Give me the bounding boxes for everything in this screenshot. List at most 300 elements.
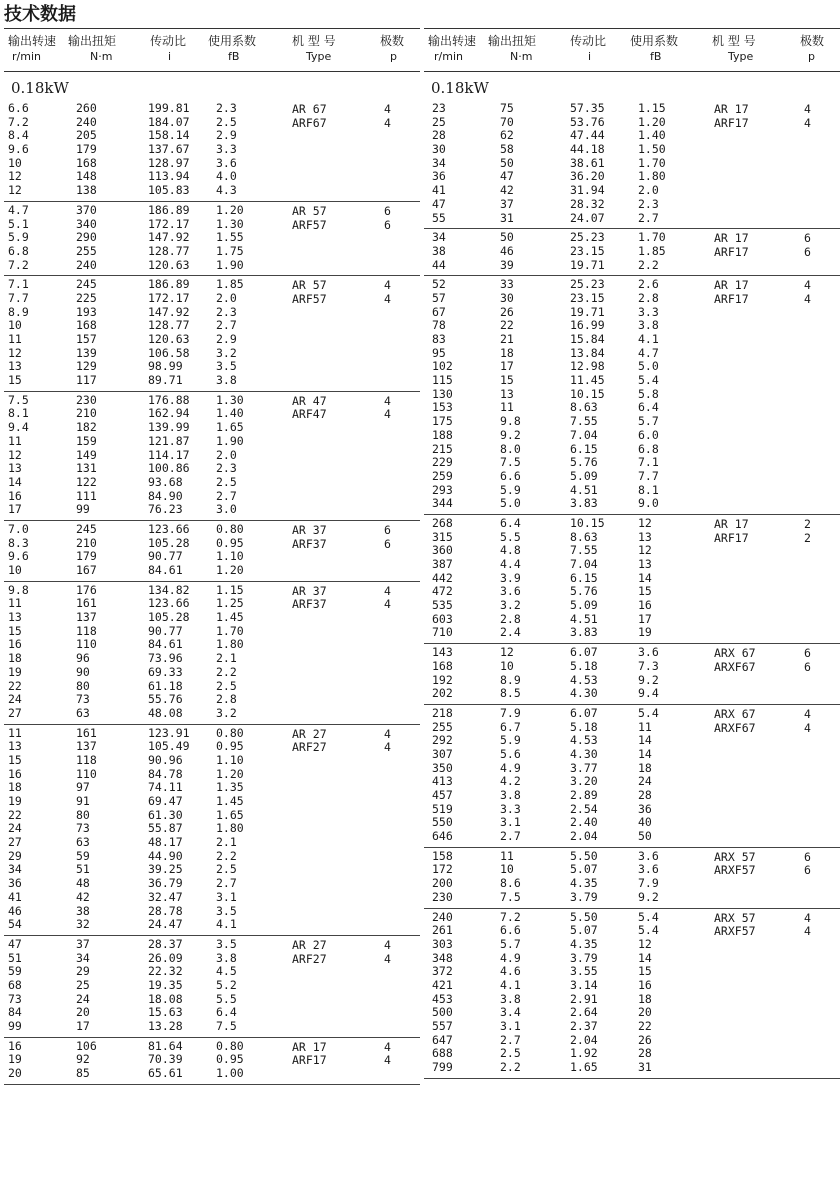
table-row bbox=[4, 184, 420, 198]
factor-cell: 18 bbox=[638, 991, 652, 1006]
speed-cell: 15 bbox=[8, 623, 22, 638]
torque-cell: 290 bbox=[76, 230, 97, 245]
factor-cell: 17 bbox=[638, 611, 652, 626]
speed-cell: 19 bbox=[8, 664, 22, 679]
torque-cell: 7.5 bbox=[500, 455, 521, 470]
speed-cell: 457 bbox=[432, 788, 453, 802]
table-row bbox=[424, 143, 840, 157]
torque-cell: 26 bbox=[500, 304, 514, 319]
data-group bbox=[4, 392, 420, 521]
speed-cell: 17 bbox=[8, 502, 22, 517]
torque-cell: 30 bbox=[500, 290, 514, 305]
speed-cell: 47 bbox=[432, 196, 446, 211]
torque-cell: 17 bbox=[500, 359, 514, 374]
factor-cell: 3.3 bbox=[638, 304, 659, 319]
speed-cell: 6.8 bbox=[8, 243, 29, 258]
model-type: ARXF67 bbox=[714, 720, 756, 735]
torque-cell: 97 bbox=[76, 780, 90, 795]
table-row bbox=[4, 740, 420, 754]
table-row bbox=[424, 952, 840, 966]
torque-cell: 5.0 bbox=[500, 496, 521, 511]
table-row bbox=[4, 918, 420, 932]
torque-cell: 47 bbox=[500, 169, 514, 184]
ratio-cell: 5.76 bbox=[570, 455, 598, 470]
ratio-cell: 3.77 bbox=[570, 760, 598, 775]
factor-cell: 9.4 bbox=[638, 686, 659, 701]
ratio-cell: 2.04 bbox=[570, 1032, 598, 1047]
torque-cell: 12 bbox=[500, 645, 514, 660]
table-row bbox=[4, 292, 420, 306]
pole-count: 4 bbox=[384, 102, 391, 116]
ratio-cell: 7.55 bbox=[570, 543, 598, 558]
factor-cell: 14 bbox=[638, 950, 652, 965]
torque-cell: 129 bbox=[76, 359, 97, 374]
table-row bbox=[424, 544, 840, 558]
factor-cell: 2.7 bbox=[216, 876, 237, 891]
ratio-cell: 4.53 bbox=[570, 733, 598, 748]
torque-cell: 240 bbox=[76, 257, 97, 272]
table-row bbox=[424, 102, 840, 116]
torque-cell: 48 bbox=[76, 876, 90, 891]
ratio-cell: 186.89 bbox=[148, 202, 190, 217]
factor-cell: 24 bbox=[638, 774, 652, 789]
pole-count: 4 bbox=[804, 706, 811, 721]
pole-count: 4 bbox=[804, 115, 811, 130]
table-row bbox=[424, 863, 840, 877]
speed-cell: 19 bbox=[8, 794, 22, 808]
torque-cell: 210 bbox=[76, 406, 97, 421]
model-type: ARX 57 bbox=[714, 849, 756, 864]
speed-cell: 36 bbox=[8, 876, 22, 891]
model-type: AR 57 bbox=[292, 203, 327, 218]
ratio-cell: 22.32 bbox=[148, 964, 183, 979]
group-list bbox=[424, 100, 840, 1079]
table-row bbox=[4, 245, 420, 259]
torque-cell: 13 bbox=[500, 386, 514, 401]
pole-count: 6 bbox=[804, 646, 811, 661]
torque-cell: 4.4 bbox=[500, 557, 521, 571]
unit-ratio: i bbox=[588, 50, 592, 63]
pole-count: 6 bbox=[804, 863, 811, 878]
table-row bbox=[424, 803, 840, 817]
ratio-cell: 28.78 bbox=[148, 903, 183, 918]
unit-speed: r/min bbox=[12, 50, 41, 63]
ratio-cell: 134.82 bbox=[148, 582, 190, 597]
torque-cell: 8.9 bbox=[500, 672, 521, 687]
ratio-cell: 25.23 bbox=[570, 230, 605, 245]
ratio-cell: 57.35 bbox=[570, 101, 605, 115]
table-row bbox=[424, 231, 840, 245]
torque-cell: 260 bbox=[76, 101, 97, 115]
factor-cell: 1.70 bbox=[216, 623, 244, 638]
ratio-cell: 36.20 bbox=[570, 169, 605, 184]
table-row bbox=[4, 597, 420, 611]
ratio-cell: 3.83 bbox=[570, 625, 598, 640]
torque-cell: 8.0 bbox=[500, 441, 521, 456]
factor-cell: 3.6 bbox=[216, 155, 237, 170]
power-rating: 0.18kW bbox=[11, 79, 69, 97]
table-row bbox=[424, 401, 840, 415]
pole-count: 6 bbox=[384, 203, 391, 218]
table-row bbox=[4, 952, 420, 966]
ratio-cell: 6.07 bbox=[570, 645, 598, 660]
table-row bbox=[424, 775, 840, 789]
speed-cell: 10 bbox=[8, 563, 22, 577]
speed-cell: 188 bbox=[432, 427, 453, 442]
factor-cell: 2.9 bbox=[216, 332, 237, 346]
power-rating: 0.18kW bbox=[431, 79, 489, 97]
torque-cell: 111 bbox=[76, 488, 97, 503]
speed-cell: 23 bbox=[432, 101, 446, 115]
speed-cell: 218 bbox=[432, 705, 453, 720]
speed-cell: 36 bbox=[432, 169, 446, 184]
table-row bbox=[4, 407, 420, 421]
unit-poles: p bbox=[390, 50, 397, 63]
table-row bbox=[424, 660, 840, 674]
header-ratio: 传动比 bbox=[570, 34, 607, 48]
speed-cell: 12 bbox=[8, 345, 22, 360]
table-row bbox=[4, 523, 420, 537]
speed-cell: 13 bbox=[8, 739, 22, 754]
ratio-cell: 3.14 bbox=[570, 977, 598, 992]
table-row bbox=[424, 1006, 840, 1020]
speed-cell: 229 bbox=[432, 455, 453, 470]
table-row bbox=[4, 693, 420, 707]
torque-cell: 2.7 bbox=[500, 829, 521, 844]
torque-cell: 3.4 bbox=[500, 1005, 521, 1020]
ratio-cell: 105.28 bbox=[148, 610, 190, 625]
speed-cell: 41 bbox=[8, 889, 22, 904]
factor-cell: 4.1 bbox=[216, 917, 237, 932]
ratio-cell: 23.15 bbox=[570, 290, 605, 305]
factor-cell: 3.2 bbox=[216, 345, 237, 360]
table-row bbox=[4, 754, 420, 768]
speed-cell: 57 bbox=[432, 290, 446, 305]
table-row bbox=[4, 795, 420, 809]
table-row bbox=[4, 421, 420, 435]
torque-cell: 63 bbox=[76, 705, 90, 720]
pole-count: 4 bbox=[384, 740, 391, 755]
model-type: AR 27 bbox=[292, 937, 327, 952]
torque-cell: 92 bbox=[76, 1052, 90, 1067]
torque-cell: 255 bbox=[76, 243, 97, 258]
factor-cell: 3.3 bbox=[216, 142, 237, 157]
speed-cell: 46 bbox=[8, 903, 22, 918]
unit-torque: N·m bbox=[510, 50, 533, 63]
ratio-cell: 128.97 bbox=[148, 155, 190, 170]
factor-cell: 0.95 bbox=[216, 739, 244, 754]
table-row bbox=[424, 319, 840, 333]
factor-cell: 1.20 bbox=[216, 202, 244, 217]
torque-cell: 96 bbox=[76, 651, 90, 666]
factor-cell: 28 bbox=[638, 1046, 652, 1061]
pole-count: 6 bbox=[804, 659, 811, 674]
ratio-cell: 5.50 bbox=[570, 909, 598, 924]
torque-cell: 8.5 bbox=[500, 686, 521, 701]
torque-cell: 62 bbox=[500, 128, 514, 143]
ratio-cell: 147.92 bbox=[148, 304, 190, 319]
pole-count: 6 bbox=[804, 849, 811, 864]
model-type: ARF37 bbox=[292, 597, 327, 612]
ratio-cell: 24.07 bbox=[570, 210, 605, 225]
factor-cell: 7.1 bbox=[638, 455, 659, 470]
speed-cell: 360 bbox=[432, 543, 453, 558]
table-row bbox=[4, 584, 420, 598]
torque-cell: 340 bbox=[76, 216, 97, 231]
model-type: ARF27 bbox=[292, 951, 327, 966]
table-row bbox=[424, 646, 840, 660]
speed-cell: 12 bbox=[8, 169, 22, 184]
speed-cell: 315 bbox=[432, 529, 453, 544]
factor-cell: 1.35 bbox=[216, 780, 244, 795]
table-row bbox=[424, 938, 840, 952]
factor-cell: 4.0 bbox=[216, 169, 237, 184]
torque-cell: 5.6 bbox=[500, 746, 521, 761]
speed-cell: 9.6 bbox=[8, 549, 29, 564]
pole-count: 4 bbox=[384, 937, 391, 952]
model-type: AR 27 bbox=[292, 726, 327, 741]
torque-cell: 5.9 bbox=[500, 482, 521, 497]
model-type: ARX 67 bbox=[714, 706, 756, 721]
data-group bbox=[424, 229, 840, 276]
factor-cell: 50 bbox=[638, 829, 652, 844]
ratio-cell: 48.17 bbox=[148, 835, 183, 850]
torque-cell: 148 bbox=[76, 169, 97, 184]
speed-cell: 52 bbox=[432, 277, 446, 292]
speed-cell: 158 bbox=[432, 848, 453, 863]
ratio-cell: 186.89 bbox=[148, 277, 190, 292]
torque-cell: 11 bbox=[500, 400, 514, 415]
model-type: ARF17 bbox=[714, 244, 749, 259]
speed-cell: 603 bbox=[432, 611, 453, 626]
table-row bbox=[4, 836, 420, 850]
torque-cell: 159 bbox=[76, 433, 97, 448]
speed-cell: 6.6 bbox=[8, 101, 29, 115]
speed-cell: 255 bbox=[432, 719, 453, 734]
torque-cell: 21 bbox=[500, 332, 514, 346]
table-row bbox=[424, 979, 840, 993]
table-row bbox=[4, 102, 420, 116]
model-type: ARXF57 bbox=[714, 924, 756, 939]
table-row bbox=[424, 470, 840, 484]
ratio-cell: 137.67 bbox=[148, 142, 190, 157]
speed-cell: 4.7 bbox=[8, 202, 29, 217]
speed-cell: 15 bbox=[8, 752, 22, 767]
model-type: ARF17 bbox=[714, 530, 749, 545]
unit-factor: fB bbox=[650, 50, 662, 63]
speed-cell: 472 bbox=[432, 584, 453, 599]
speed-cell: 535 bbox=[432, 598, 453, 613]
speed-cell: 710 bbox=[432, 625, 453, 640]
torque-cell: 2.4 bbox=[500, 625, 521, 640]
torque-cell: 370 bbox=[76, 202, 97, 217]
factor-cell: 28 bbox=[638, 788, 652, 802]
speed-cell: 143 bbox=[432, 645, 453, 660]
torque-cell: 50 bbox=[500, 155, 514, 170]
speed-cell: 799 bbox=[432, 1060, 453, 1075]
data-group bbox=[424, 276, 840, 515]
torque-cell: 2.7 bbox=[500, 1032, 521, 1047]
speed-cell: 202 bbox=[432, 686, 453, 701]
speed-cell: 7.2 bbox=[8, 114, 29, 129]
table-row bbox=[4, 116, 420, 130]
torque-cell: 4.9 bbox=[500, 950, 521, 965]
speed-cell: 9.8 bbox=[8, 582, 29, 597]
ratio-cell: 47.44 bbox=[570, 128, 605, 143]
speed-cell: 16 bbox=[8, 637, 22, 652]
speed-cell: 453 bbox=[432, 991, 453, 1006]
factor-cell: 2.3 bbox=[216, 304, 237, 319]
ratio-cell: 74.11 bbox=[148, 780, 183, 795]
ratio-cell: 93.68 bbox=[148, 474, 183, 489]
torque-cell: 7.9 bbox=[500, 705, 521, 720]
factor-cell: 3.0 bbox=[216, 502, 237, 517]
factor-cell: 3.8 bbox=[638, 318, 659, 333]
factor-cell: 4.1 bbox=[638, 332, 659, 346]
pole-count: 4 bbox=[384, 278, 391, 293]
group-list bbox=[4, 100, 420, 1085]
speed-cell: 51 bbox=[8, 950, 22, 965]
speed-cell: 7.5 bbox=[8, 392, 29, 407]
ratio-cell: 8.63 bbox=[570, 529, 598, 544]
model-type: ARXF67 bbox=[714, 659, 756, 674]
torque-cell: 59 bbox=[76, 848, 90, 863]
data-group bbox=[424, 100, 840, 229]
factor-cell: 22 bbox=[638, 1019, 652, 1033]
torque-cell: 80 bbox=[76, 678, 90, 693]
model-type: AR 17 bbox=[292, 1039, 327, 1054]
data-group bbox=[4, 100, 420, 202]
table-row bbox=[4, 993, 420, 1007]
speed-cell: 11 bbox=[8, 725, 22, 740]
ratio-cell: 90.77 bbox=[148, 549, 183, 564]
pole-count: 4 bbox=[384, 115, 391, 130]
speed-cell: 557 bbox=[432, 1019, 453, 1033]
pole-count: 2 bbox=[804, 516, 811, 531]
torque-cell: 122 bbox=[76, 474, 97, 489]
table-row bbox=[4, 809, 420, 823]
speed-cell: 67 bbox=[432, 304, 446, 319]
table-row bbox=[4, 204, 420, 218]
ratio-cell: 176.88 bbox=[148, 392, 190, 407]
speed-cell: 83 bbox=[432, 332, 446, 346]
ratio-cell: 15.84 bbox=[570, 332, 605, 346]
torque-cell: 58 bbox=[500, 142, 514, 157]
speed-cell: 9.6 bbox=[8, 142, 29, 157]
torque-cell: 167 bbox=[76, 563, 97, 577]
table-row bbox=[4, 319, 420, 333]
speed-cell: 153 bbox=[432, 400, 453, 415]
ratio-cell: 16.99 bbox=[570, 318, 605, 333]
torque-cell: 4.8 bbox=[500, 543, 521, 558]
table-row bbox=[424, 877, 840, 891]
torque-cell: 75 bbox=[500, 101, 514, 115]
pole-count: 2 bbox=[804, 530, 811, 545]
ratio-cell: 147.92 bbox=[148, 230, 190, 245]
factor-cell: 1.10 bbox=[216, 752, 244, 767]
table-row bbox=[424, 1061, 840, 1075]
ratio-cell: 7.04 bbox=[570, 427, 598, 442]
table-row bbox=[424, 687, 840, 701]
torque-cell: 7.5 bbox=[500, 889, 521, 904]
factor-cell: 1.30 bbox=[216, 392, 244, 407]
factor-cell: 1.90 bbox=[216, 433, 244, 448]
speed-cell: 293 bbox=[432, 482, 453, 497]
factor-cell: 1.90 bbox=[216, 257, 244, 272]
factor-cell: 1.20 bbox=[216, 766, 244, 781]
ratio-cell: 70.39 bbox=[148, 1052, 183, 1067]
speed-cell: 15 bbox=[8, 373, 22, 388]
torque-cell: 3.3 bbox=[500, 801, 521, 816]
table-row bbox=[4, 938, 420, 952]
factor-cell: 6.4 bbox=[638, 400, 659, 415]
ratio-cell: 24.47 bbox=[148, 917, 183, 932]
right-table bbox=[424, 28, 840, 1178]
factor-cell: 11 bbox=[638, 719, 652, 734]
table-row bbox=[4, 877, 420, 891]
table-row bbox=[4, 503, 420, 517]
table-row bbox=[4, 306, 420, 320]
pole-count: 4 bbox=[384, 407, 391, 422]
ratio-cell: 2.37 bbox=[570, 1019, 598, 1033]
factor-cell: 12 bbox=[638, 936, 652, 951]
torque-cell: 80 bbox=[76, 807, 90, 822]
table-row bbox=[4, 564, 420, 578]
speed-cell: 84 bbox=[8, 1005, 22, 1020]
pole-count: 4 bbox=[384, 726, 391, 741]
speed-cell: 34 bbox=[8, 862, 22, 877]
ratio-cell: 105.28 bbox=[148, 535, 190, 550]
table-row bbox=[4, 360, 420, 374]
factor-cell: 2.6 bbox=[638, 277, 659, 292]
table-row bbox=[4, 638, 420, 652]
ratio-cell: 2.40 bbox=[570, 815, 598, 830]
torque-cell: 33 bbox=[500, 277, 514, 292]
ratio-cell: 158.14 bbox=[148, 128, 190, 143]
table-header bbox=[4, 28, 420, 72]
torque-cell: 149 bbox=[76, 447, 97, 462]
table-row bbox=[424, 762, 840, 776]
table-row bbox=[424, 558, 840, 572]
factor-cell: 6.4 bbox=[216, 1005, 237, 1020]
ratio-cell: 120.63 bbox=[148, 332, 190, 346]
ratio-cell: 61.30 bbox=[148, 807, 183, 822]
ratio-cell: 105.49 bbox=[148, 739, 190, 754]
pole-count: 4 bbox=[384, 597, 391, 612]
table-row bbox=[424, 116, 840, 130]
torque-cell: 10 bbox=[500, 658, 514, 673]
torque-cell: 138 bbox=[76, 183, 97, 198]
torque-cell: 5.9 bbox=[500, 733, 521, 748]
factor-cell: 20 bbox=[638, 1005, 652, 1020]
torque-cell: 168 bbox=[76, 318, 97, 333]
table-row bbox=[424, 347, 840, 361]
factor-cell: 36 bbox=[638, 801, 652, 816]
torque-cell: 4.9 bbox=[500, 760, 521, 775]
table-row bbox=[4, 979, 420, 993]
speed-cell: 421 bbox=[432, 977, 453, 992]
ratio-cell: 184.07 bbox=[148, 114, 190, 129]
torque-cell: 182 bbox=[76, 420, 97, 435]
table-row bbox=[424, 484, 840, 498]
speed-cell: 34 bbox=[432, 155, 446, 170]
factor-cell: 5.5 bbox=[216, 991, 237, 1006]
model-type: AR 37 bbox=[292, 583, 327, 598]
factor-cell: 1.40 bbox=[638, 128, 666, 143]
pole-count: 4 bbox=[804, 924, 811, 939]
table-row bbox=[4, 1020, 420, 1034]
factor-cell: 5.7 bbox=[638, 414, 659, 429]
